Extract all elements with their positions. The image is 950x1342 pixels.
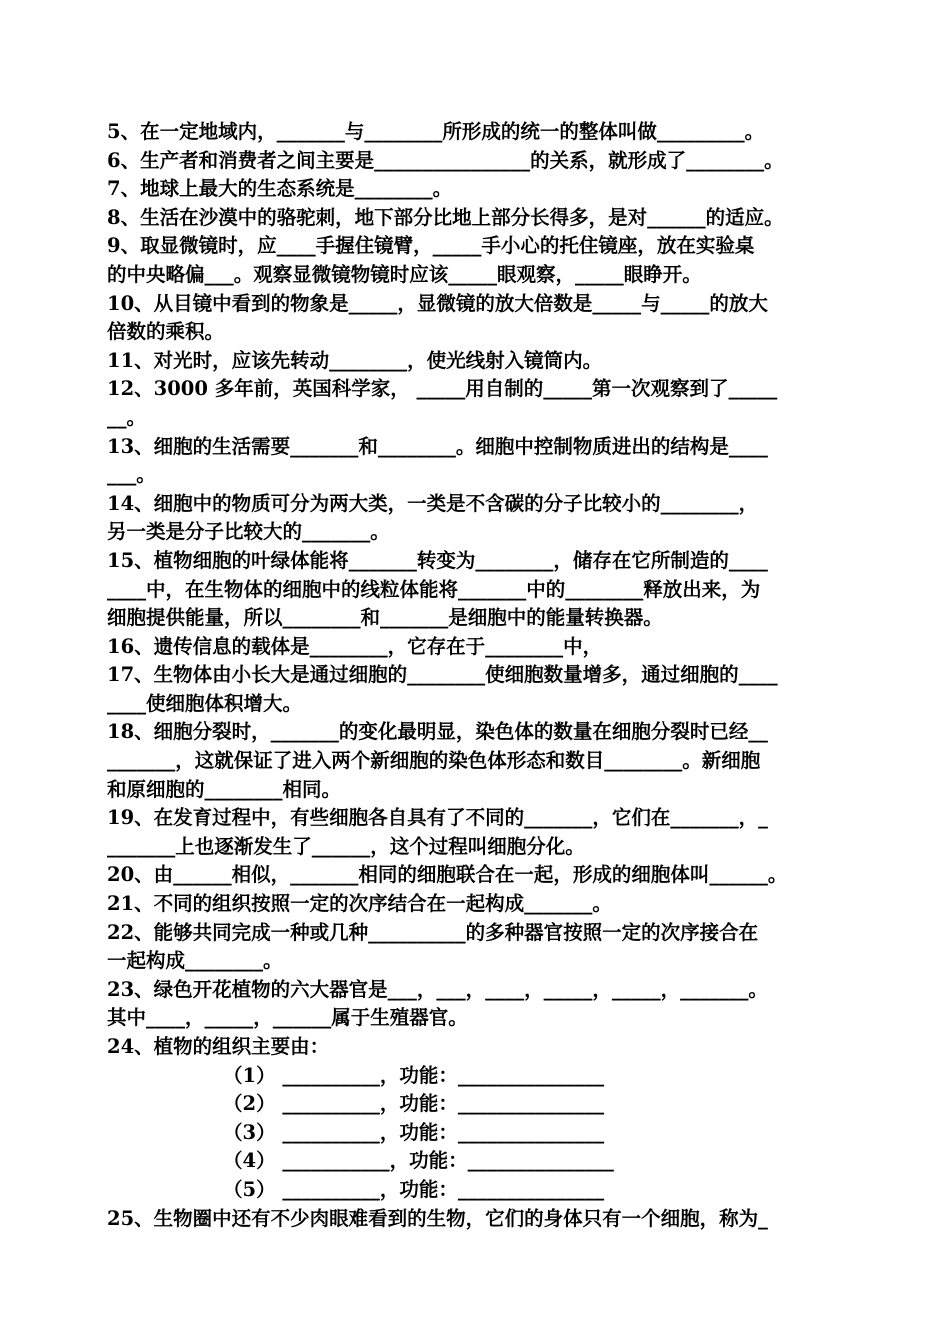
tissue-item-1: （1） __________，功能：_______________: [223, 1063, 605, 1087]
question-14-line-2: 另一类是分子比较大的_______。: [107, 520, 390, 544]
question-19-line-2: _______上也逐渐发生了______，这个过程叫细胞分化。: [107, 834, 585, 858]
question-10-line-2: 倍数的乘积。: [107, 320, 225, 344]
worksheet: [107, 118, 867, 1233]
question-11: 11、对光时，应该先转动________，使光线射入镜筒内。: [107, 348, 603, 372]
question-13-line-2: ___。: [107, 463, 156, 487]
question-19-line-1: 19、在发育过程中，有些细胞各自具有了不同的_______，它们在_______，_: [107, 806, 768, 830]
question-23-line-1: 23、绿色开花植物的六大器官是___，___，____，_____，_____，_______。: [107, 977, 768, 1001]
question-18-line-2: _______，这就保证了进入两个新细胞的染色体形态和数目________。新细胞: [107, 749, 761, 773]
question-14-line-1: 14、细胞中的物质可分为两大类，一类是不含碳的分子比较小的________，: [107, 491, 759, 515]
question-12-line-1: 12、3000 多年前，英国科学家， _____用自制的_____第一次观察到了_____: [107, 377, 778, 401]
question-17-line-2: ____使细胞体积增大。: [107, 691, 303, 715]
question-5: 5、在一定地域内，_______与________所形成的统一的整体叫做_________。: [107, 120, 765, 143]
tissue-item-3: （3） __________，功能：_______________: [223, 1120, 605, 1144]
question-15-line-2: ____中，在生物体的细胞中的线粒体能将_______中的________释放出来，为: [107, 577, 761, 601]
question-15-line-1: 15、植物细胞的叶绿体能将_______转变为________，储存在它所制造的____: [107, 548, 768, 572]
tissue-item-2: （2） __________，功能：_______________: [223, 1092, 605, 1116]
question-10-line-1: 10、从目镜中看到的物象是_____，显微镜的放大倍数是_____与_____的放大: [107, 291, 768, 315]
question-9-line-1: 9、取显微镜时，应____手握住镜臂，_____手小心的托住镜座，放在实验桌: [107, 234, 755, 258]
question-17-line-1: 17、生物体由小长大是通过细胞的________使细胞数量增多，通过细胞的____: [107, 663, 778, 687]
tissue-item-5: （5） __________，功能：_______________: [223, 1177, 605, 1201]
question-25: 25、生物圈中还有不少肉眼难看到的生物，它们的身体只有一个细胞，称为_: [107, 1206, 768, 1230]
question-18-line-3: 和原细胞的________相同。: [107, 777, 342, 801]
question-7: 7、地球上最大的生态系统是________。: [107, 177, 453, 201]
question-21: 21、不同的组织按照一定的次序结合在一起构成_______。: [107, 892, 612, 916]
question-6: 6、生产者和消费者之间主要是________________的关系，就形成了________。: [107, 148, 784, 172]
question-16: 16、遗传信息的载体是________，它存在于________中，: [107, 634, 603, 658]
question-9-line-2: 的中央略偏___。观察显微镜物镜时应该_____眼观察，_____眼睁开。: [107, 262, 702, 286]
tissue-list: [107, 1062, 867, 1205]
question-13-line-1: 13、细胞的生活需要_______和________。细胞中控制物质进出的结构是____: [107, 434, 768, 458]
question-20: 20、由______相似，_______相同的细胞联合在一起，形成的细胞体叫______。: [107, 863, 788, 887]
question-23-line-2: 其中____，_____，______属于生殖器官。: [107, 1006, 468, 1030]
question-22-line-1: 22、能够共同完成一种或几种__________的多种器官按照一定的次序接合在: [107, 920, 759, 944]
question-8: 8、生活在沙漠中的骆驼刺，地下部分比地上部分长得多，是对______的适应。: [107, 205, 784, 229]
question-18-line-1: 18、细胞分裂时，_______的变化最明显，染色体的数量在细胞分裂时已经__: [107, 720, 768, 744]
question-24-heading: 24、植物的组织主要由：: [107, 1035, 330, 1058]
question-22-line-2: 一起构成________。: [107, 949, 283, 973]
tissue-item-4: （4） ___________，功能：_______________: [223, 1149, 614, 1173]
question-12-line-2: __。: [107, 405, 147, 429]
question-15-line-3: 细胞提供能量，所以________和_______是细胞中的能量转换器。: [107, 606, 663, 630]
